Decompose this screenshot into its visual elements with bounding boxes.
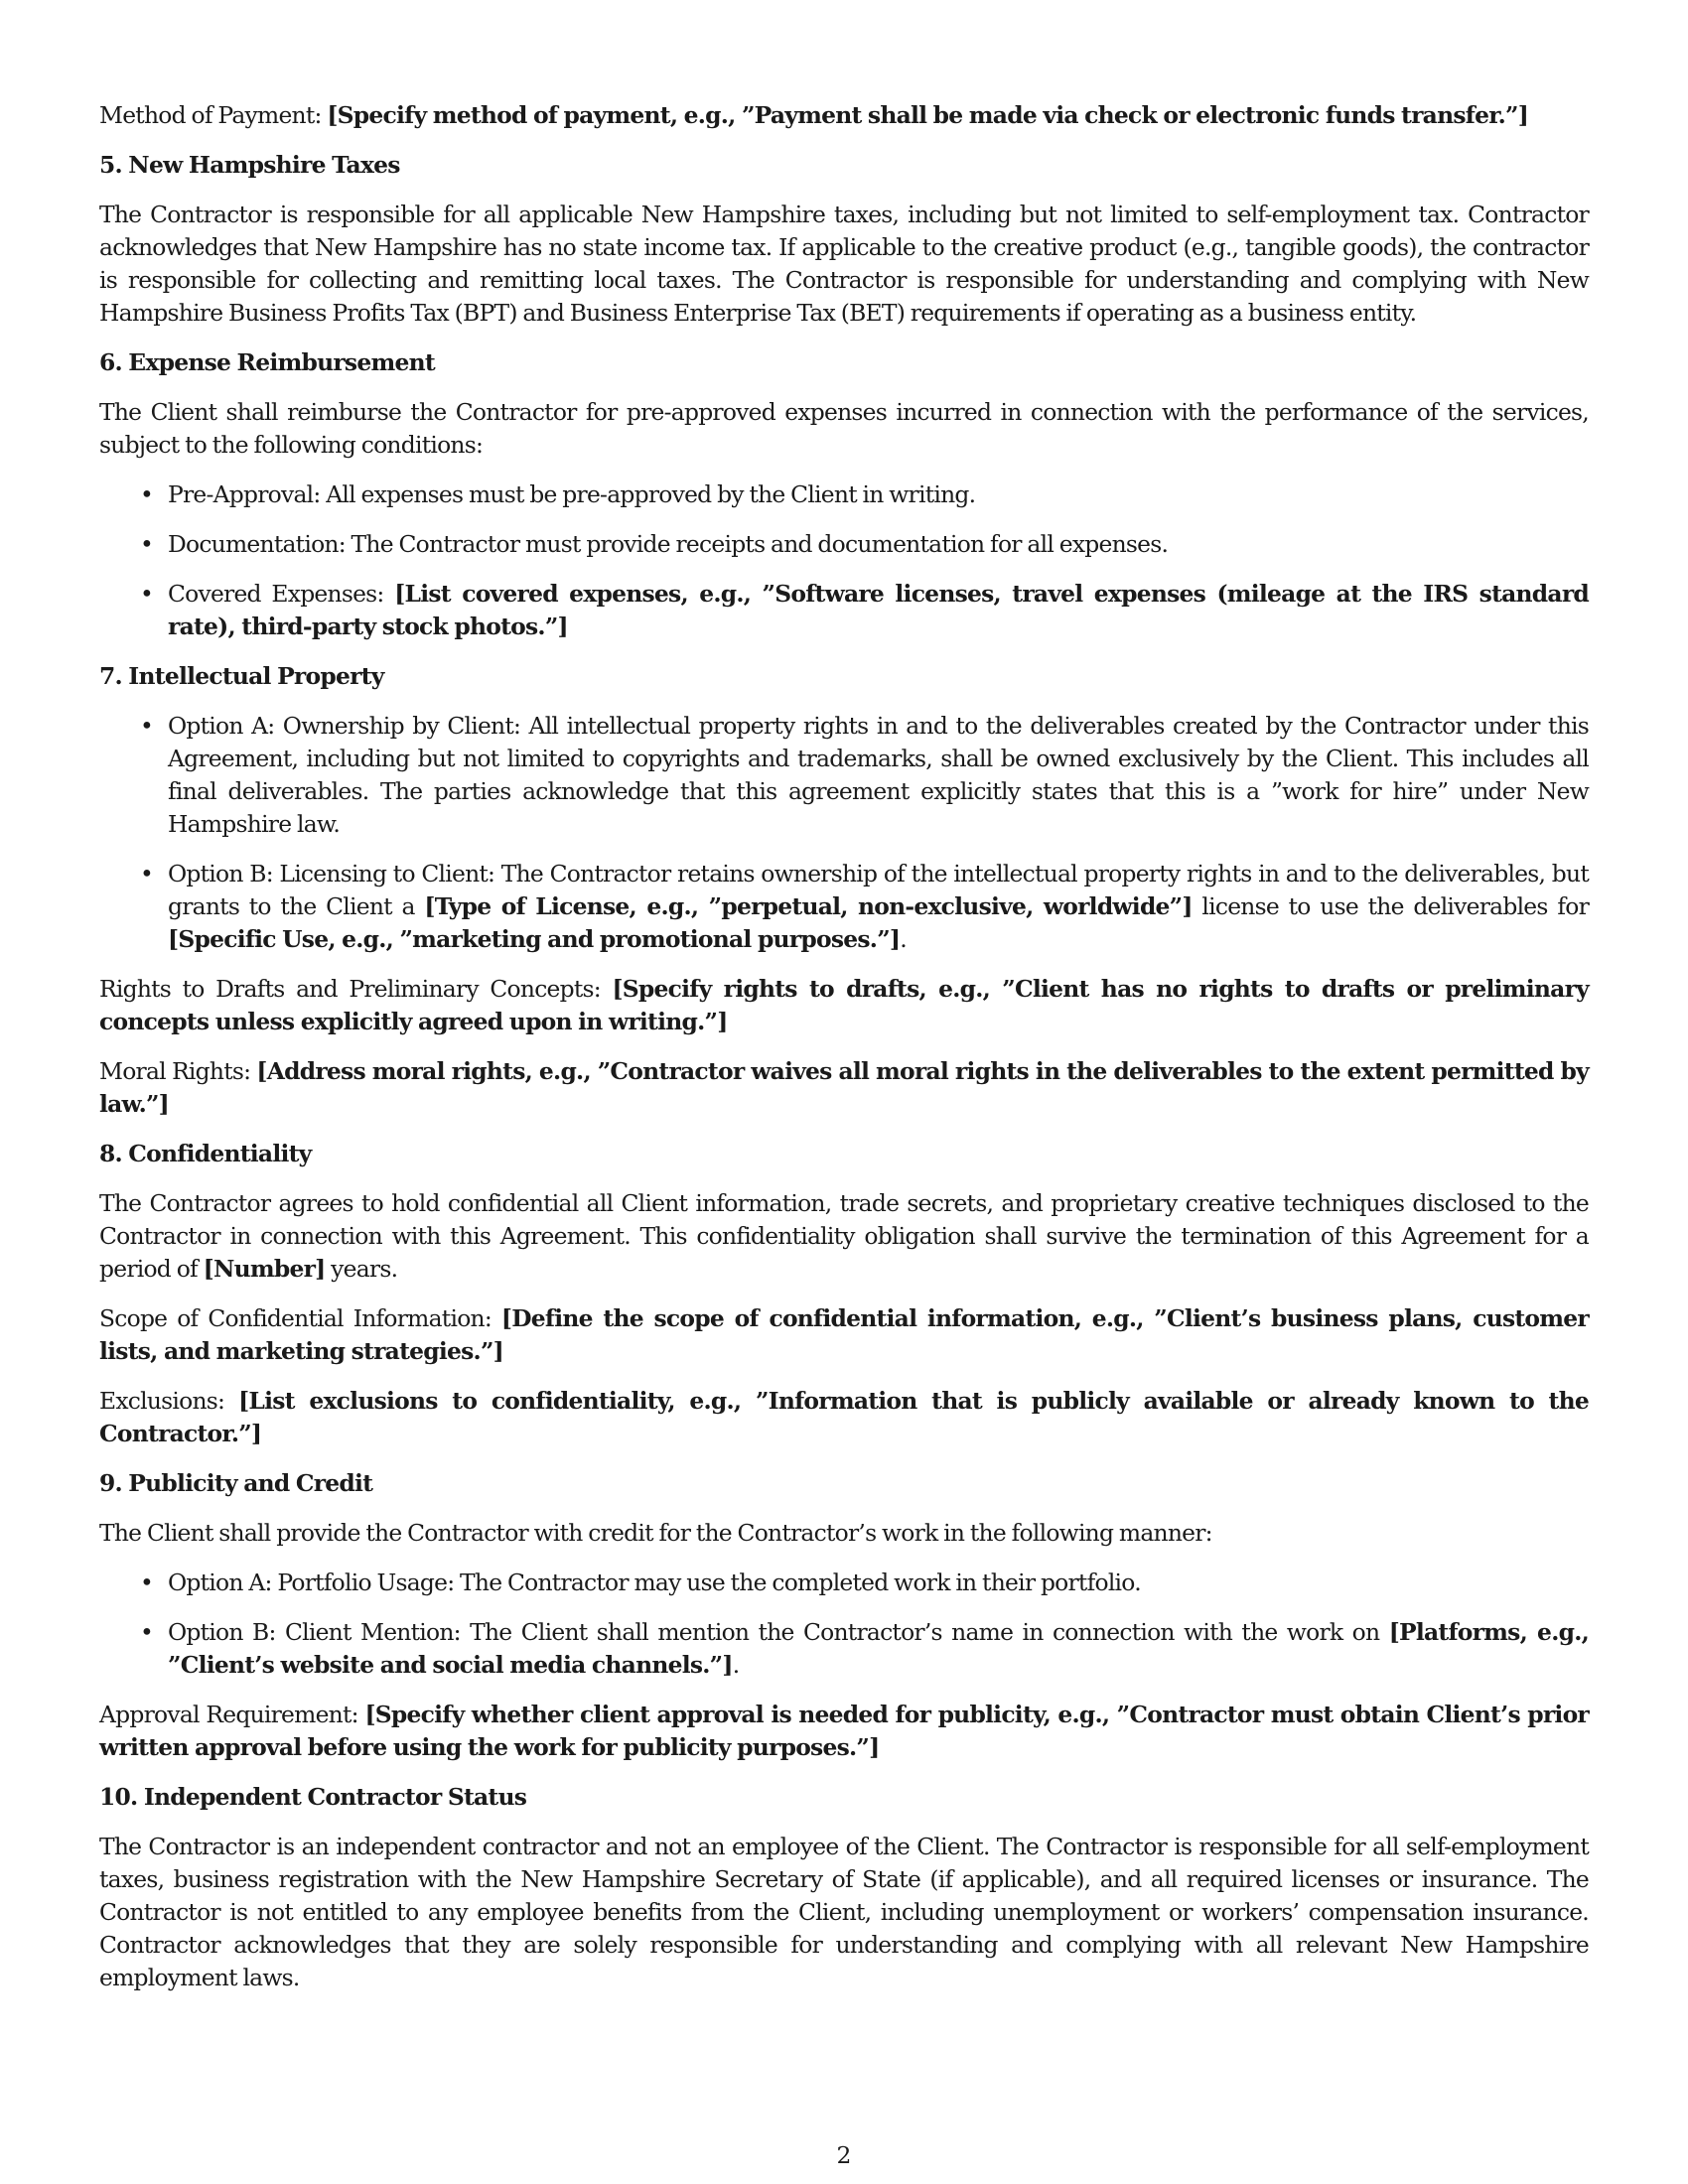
specific-use-placeholder: [Specific Use, e.g., ”marketing and promotional purposes.”] (168, 925, 901, 953)
section-heading-expenses: 6. Expense Reimbursement (99, 348, 435, 376)
publicity-intro: The Client shall provide the Contractor with credit for the Contractor’s work in the following manner: (99, 1519, 1212, 1547)
ip-option-b-text: Option B: Licensing to Client: The Contractor retains ownership of the intellectual property rights in and to the deliverables, but grants to the Client a (168, 860, 1589, 920)
approval-requirement-label: Approval Requirement: (99, 1701, 365, 1728)
list-item (99, 858, 1589, 956)
confidential-scope-label: Scope of Confidential Information: (99, 1304, 501, 1332)
exclusions-paragraph (99, 1385, 1589, 1450)
drafts-rights-label: Rights to Drafts and Preliminary Concepts: (99, 975, 613, 1003)
approval-requirement-paragraph (99, 1699, 1589, 1764)
confidentiality-text: The Contractor agrees to hold confidential all Client information, trade secrets, and proprietary creative techniques disclosed to the Contractor in connection with this Agreement. This confidentiality obligation shall survive the termination of this Agreement for a period of (99, 1189, 1589, 1283)
years-number-placeholder: [Number] (203, 1255, 326, 1283)
list-item (99, 710, 1589, 841)
drafts-rights-paragraph (99, 973, 1589, 1038)
exclusions-label: Exclusions: (99, 1387, 239, 1415)
ip-options-list (99, 710, 1589, 956)
client-mention-text: Option B: Client Mention: The Client shall mention the Contractor’s name in connection with the work on (168, 1618, 1389, 1646)
portfolio-usage-text: Option A: Portfolio Usage: The Contractor may use the completed work in their portfolio. (168, 1569, 1141, 1596)
confidentiality-text-end: years. (325, 1255, 398, 1283)
ip-option-a-text: Option A: Ownership by Client: All intellectual property rights in and to the deliverables created by the Contractor under this Agreement, including but not limited to copyrights and trademarks, shall be owned exclusively by the Client. This includes all final deliverables. The parties acknowledge that this agreement explicitly states that this is a ”work for hire” under New Hampshire law. (168, 712, 1589, 838)
license-type-placeholder: [Type of License, e.g., ”perpetual, non-exclusive, worldwide”] (424, 892, 1193, 920)
expense-preapproval-text: Pre-Approval: All expenses must be pre-approved by the Client in writing. (168, 480, 976, 508)
client-mention-end: . (732, 1651, 740, 1679)
payment-method-label: Method of Payment: (99, 101, 328, 129)
section-heading-contractor-status: 10. Independent Contractor Status (99, 1783, 527, 1811)
section-heading-taxes: 5. New Hampshire Taxes (99, 151, 400, 179)
list-item (99, 1616, 1589, 1682)
confidential-scope-paragraph (99, 1302, 1589, 1368)
document-page (99, 99, 1589, 2011)
ip-option-b-text-continued: license to use the deliverables for (1192, 892, 1589, 920)
section-heading-publicity: 9. Publicity and Credit (99, 1469, 373, 1497)
list-item (99, 528, 1589, 561)
expenses-list (99, 478, 1589, 643)
confidential-scope-placeholder: [Define the scope of confidential information, e.g., ”Client’s business plans, customer lists, and marketing strategies.”] (99, 1304, 1589, 1365)
covered-expenses-label: Covered Expenses: (168, 580, 395, 608)
expense-documentation-text: Documentation: The Contractor must provide receipts and documentation for all expenses. (168, 530, 1169, 558)
payment-method-paragraph (99, 99, 1589, 132)
list-item (99, 1567, 1589, 1599)
expenses-intro: The Client shall reimburse the Contractor for pre-approved expenses incurred in connection with the performance of the services, subject to the following conditions: (99, 398, 1589, 459)
ip-option-b-end: . (900, 925, 907, 953)
platforms-placeholder: [Platforms, e.g., ”Client’s website and social media channels.”] (168, 1618, 1589, 1679)
approval-requirement-placeholder: [Specify whether client approval is needed for publicity, e.g., ”Contractor must obtain Client’s prior written approval before using the work for publicity purposes.”] (99, 1701, 1589, 1761)
moral-rights-placeholder: [Address moral rights, e.g., ”Contractor waives all moral rights in the deliverables to the extent permitted by law.”] (99, 1057, 1589, 1118)
covered-expenses-placeholder: [List covered expenses, e.g., ”Software licenses, travel expenses (mileage at the IRS standard rate), third-party stock photos.”] (168, 580, 1589, 640)
page-number: 2 (836, 2141, 852, 2169)
moral-rights-paragraph (99, 1055, 1589, 1121)
list-item (99, 578, 1589, 643)
section-heading-confidentiality: 8. Confidentiality (99, 1140, 312, 1167)
exclusions-placeholder: [List exclusions to confidentiality, e.g., ”Information that is publicly available or already known to the Contractor.”] (99, 1387, 1589, 1447)
taxes-paragraph: The Contractor is responsible for all applicable New Hampshire taxes, including but not limited to self-employment tax. Contractor acknowledges that New Hampshire has no state income tax. If applicable to the creative product (e.g., tangible goods), the contractor is responsible for collecting and remitting local taxes. The Contractor is responsible for understanding and complying with New Hampshire Business Profits Tax (BPT) and Business Enterprise Tax (BET) requirements if operating as a business entity. (99, 201, 1589, 327)
contractor-status-paragraph: The Contractor is an independent contractor and not an employee of the Client. The Contractor is responsible for all self-employment taxes, business registration with the New Hampshire Secretary of State (if applicable), and all required licenses or insurance. The Contractor is not entitled to any employee benefits from the Client, including unemployment or workers’ compensation insurance. Contractor acknowledges that they are solely responsible for understanding and complying with all relevant New Hampshire employment laws. (99, 1833, 1589, 1991)
list-item (99, 478, 1589, 511)
confidentiality-paragraph (99, 1187, 1589, 1286)
payment-method-placeholder: [Specify method of payment, e.g., ”Payment shall be made via check or electronic funds transfer.”] (327, 101, 1529, 129)
moral-rights-label: Moral Rights: (99, 1057, 257, 1085)
publicity-options-list (99, 1567, 1589, 1682)
drafts-rights-placeholder: [Specify rights to drafts, e.g., ”Client has no rights to drafts or preliminary concepts unless explicitly agreed upon in writing.”] (99, 975, 1589, 1035)
section-heading-ip: 7. Intellectual Property (99, 662, 384, 690)
